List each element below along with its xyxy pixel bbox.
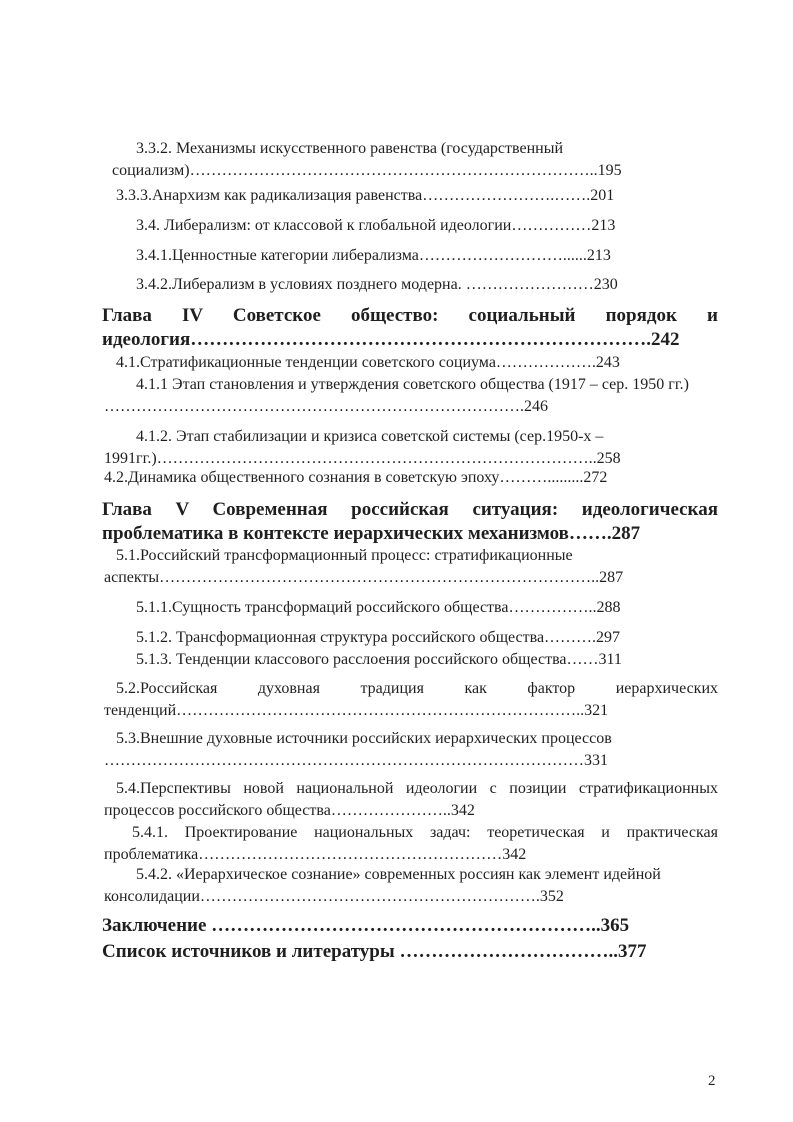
toc-entry-5-3: 5.3.Внешние духовные источники российских иерархических процессов ………………………………………………………………………………331: [104, 730, 612, 769]
toc-entry-5-1-1: 5.1.1.Сущность трансформаций российского общества……………..288: [136, 599, 621, 616]
page-number: 2: [708, 1073, 716, 1089]
toc-entry-sources: Список источников и литературы ……………………………..377: [102, 941, 647, 962]
toc-entry-3-4-2: 3.4.2.Либерализм в условиях позднего модерна. ……………………230: [136, 276, 618, 293]
toc-entry-5-4-1: 5.4.1. Проектирование национальных задач: теоретическая и практическая проблематика…………………………………………………342: [104, 824, 718, 863]
toc-entry-5-1-2: 5.1.2. Трансформационная структура российского общества……….297: [136, 629, 621, 646]
toc-entry-4-2: 4.2.Динамика общественного сознания в советскую эпоху……….........272: [104, 469, 608, 486]
toc-entry-conclusion: Заключение ……………………………………………………..365: [102, 915, 630, 936]
toc-entry-3-3-2: 3.3.2. Механизмы искусственного равенства (государственный социализм)…………………………………………………………………..195: [112, 140, 622, 179]
toc-entry-5-2: 5.2.Российская духовная традиция как фактор иерархических тенденций…………………………………………………………………..321: [104, 680, 718, 719]
toc-entry-3-3-3: 3.3.3.Анархизм как радикализация равенства…………………….…….201: [116, 187, 615, 204]
chapter-4-heading: Глава IV Советское общество: социальный порядок и идеология……………………………………………………………….242: [102, 305, 718, 350]
toc-entry-4-1-1: 4.1.1 Этап становления и утверждения советского общества (1917 – сер. 1950 гг.) …………………………………………………………………….246: [104, 376, 689, 415]
chapter-5-heading: Глава V Современная российская ситуация: идеологическая проблематика в контексте иерархических механизмов…….287: [102, 499, 718, 544]
toc-entry-4-1: 4.1.Стратификационные тенденции советского социума……………….243: [116, 354, 620, 371]
toc-entry-4-1-2: 4.1.2. Этап стабилизации и кризиса советской системы (сер.1950-х – 1991гг.)………………………………………………………………………..258: [104, 428, 621, 467]
toc-entry-5-4: 5.4.Перспективы новой национальной идеологии с позиции стратификационных процессов российского общества…………………..342: [104, 780, 718, 819]
toc-entry-5-4-2: 5.4.2. «Иерархическое сознание» современных россиян как элемент идейной консолидации……………………………………………………….352: [104, 866, 661, 905]
toc-entry-5-1-3: 5.1.3. Тенденции классового расслоения российского общества……311: [136, 651, 622, 668]
toc-entry-3-4: 3.4. Либерализм: от классовой к глобальной идеологии……………213: [136, 217, 616, 234]
toc-entry-3-4-1: 3.4.1.Ценностные категории либерализма………………………......213: [136, 247, 611, 264]
toc-entry-5-1: 5.1.Российский трансформационный процесс: стратификационные аспекты………………………………………………………………………..287: [104, 547, 624, 586]
